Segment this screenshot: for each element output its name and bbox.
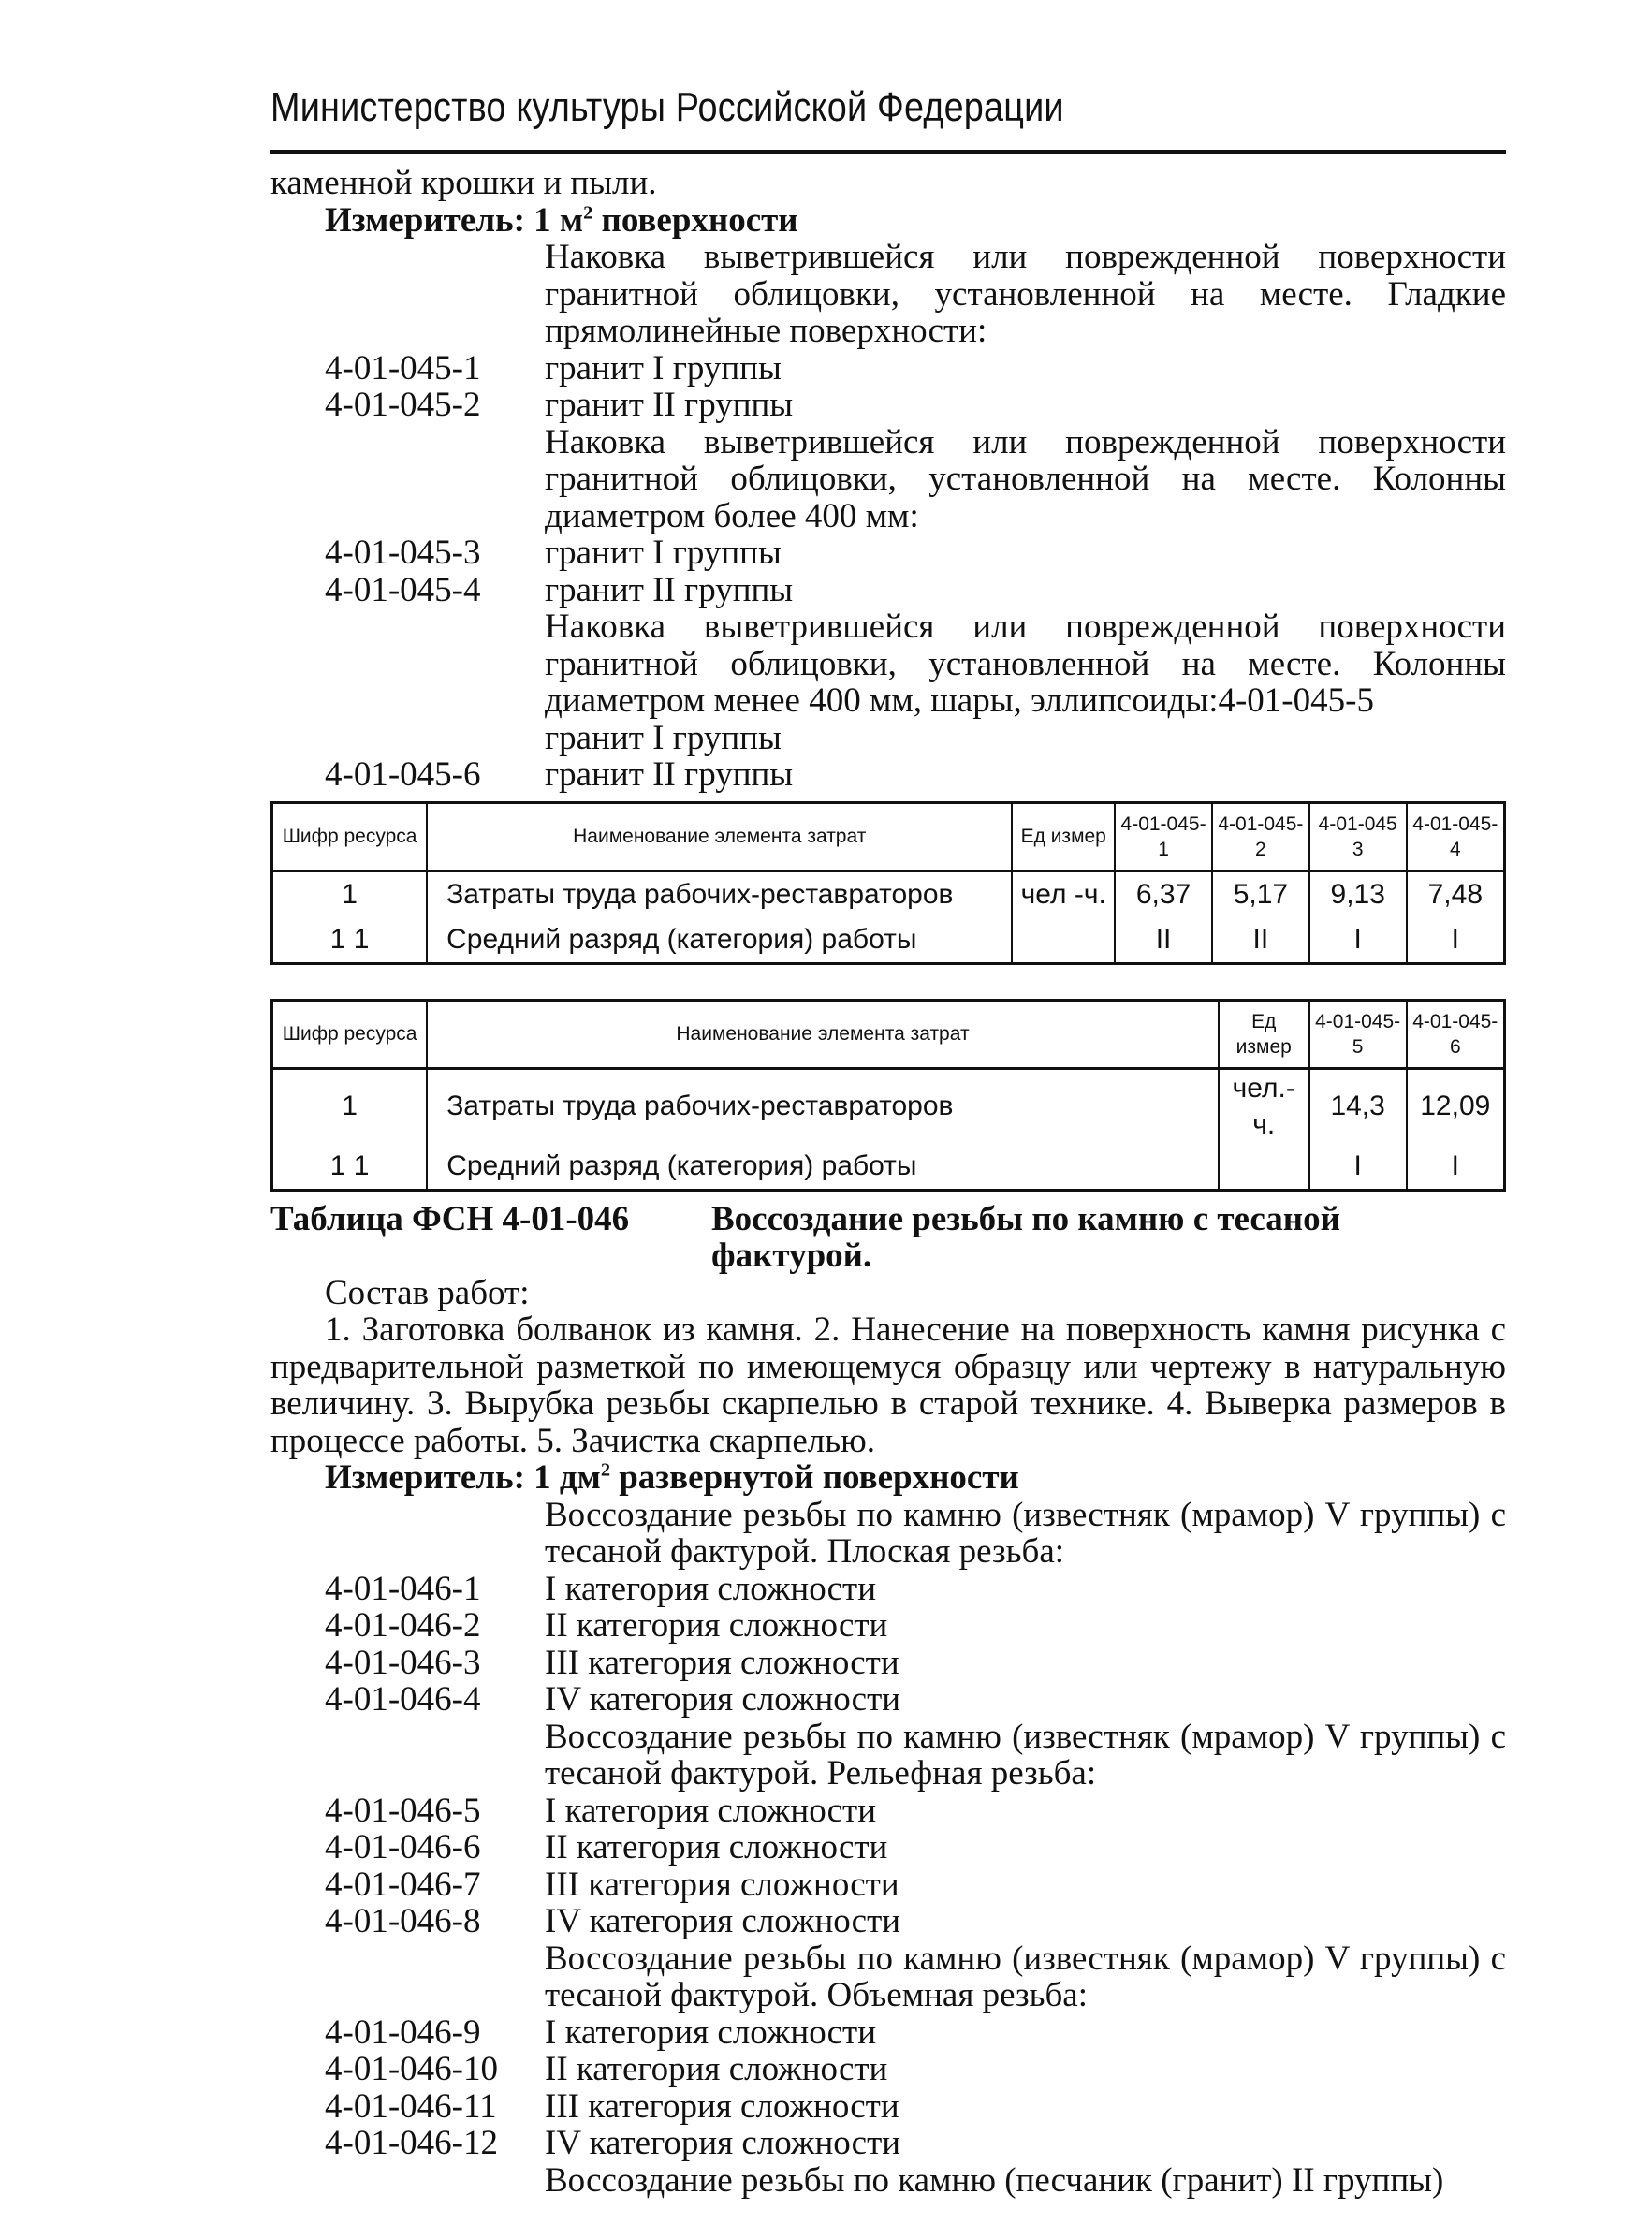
resource-table-2 <box>270 999 1506 1192</box>
resource-table-1 <box>270 801 1506 965</box>
norm-entry: 4-01-046-11 III категория сложности <box>325 2086 899 2126</box>
norm-entry: 4-01-046-1 I категория сложности <box>325 1569 877 1608</box>
table-cell: 5,17 <box>1212 871 1309 917</box>
group-title: Воссоздание резьбы по камню (известняк (мрамор) V группы) с тесаной фактурой. Объемная резьба: <box>545 1939 1506 2014</box>
table-cell: 1 <box>272 1068 428 1144</box>
table-cell: 7,48 <box>1407 871 1505 917</box>
table-cell: 1 1 <box>272 917 428 964</box>
table-cell: 12,09 <box>1407 1068 1505 1144</box>
table-cell: I <box>1407 1144 1505 1191</box>
table-cell: 1 <box>272 871 428 917</box>
table-cell <box>1012 917 1115 964</box>
table-cell: 1 1 <box>272 1144 428 1191</box>
norm-entry: 4-01-046-12 IV категория сложности <box>325 2124 901 2162</box>
table-cell: I <box>1309 1144 1407 1191</box>
table-name: Воссоздание резьбы по камню с тесаной фактурой. <box>711 1199 1340 1275</box>
col-header: Ед измер <box>1012 802 1115 871</box>
measure-unit-2: Измеритель: 1 $дм^2$ развернутой поверхности <box>325 1458 1019 1497</box>
table-cell: I <box>1309 917 1407 964</box>
table-cell: Средний разряд (категория) работы <box>427 917 1012 964</box>
header-rule <box>270 150 1506 154</box>
group-title: Наковка выветрившейся или поврежденной поверхности гранитной облицовки, установленной на месте. Колонны диаметром менее 400 мм, шары, эллипсоиды:4-01-045-5 <box>545 607 1506 720</box>
table-row <box>272 871 1505 917</box>
running-header: Министерство культуры Российской Федерации <box>270 84 1064 130</box>
table-cell: 6,37 <box>1115 871 1212 917</box>
col-header: Ед измер <box>1219 1000 1309 1068</box>
norm-entry: 4-01-046-6 II категория сложности <box>325 1828 888 1866</box>
work-heading: Состав работ: <box>325 1273 530 1312</box>
col-header: 4-01-045-5 <box>1309 1000 1407 1068</box>
group-title: Воссоздание резьбы по камню (известняк (мрамор) V группы) с тесаной фактурой. Плоская резьба: <box>545 1495 1506 1571</box>
group-title: Наковка выветрившейся или поврежденной поверхности гранитной облицовки, установленной на месте. Гладкие прямолинейные поверхности: <box>545 238 1506 350</box>
col-header: Шифр ресурса <box>272 802 428 871</box>
col-header: 4-01-045-4 <box>1407 802 1505 871</box>
work-description: 1. Заготовка болванок из камня. 2. Нанесение на поверхность камня рисунка с предварительной разметкой по имеющемуся образцу или чертежу в натуральную величину. 3. Вырубка резьбы скарпелью в старой технике. 4. Выверка размеров в процессе работы. 5. Зачистка скарпелью. <box>270 1310 1506 1460</box>
col-header: 4-01-045-6 <box>1407 1000 1505 1068</box>
table-cell: II <box>1115 917 1212 964</box>
group-title: Воссоздание резьбы по камню (известняк (мрамор) V группы) с тесаной фактурой. Рельефная резьба: <box>545 1717 1506 1793</box>
norm-entry: 4-01-046-5 I категория сложности <box>325 1791 877 1830</box>
norm-entry: 4-01-046-9 I категория сложности <box>325 2012 877 2052</box>
table-cell: I <box>1407 917 1505 964</box>
table-cell: II <box>1212 917 1309 964</box>
norm-entry: 4-01-045-1 гранит I группы <box>325 348 782 388</box>
norm-entry: 4-01-045-4 гранит II группы <box>325 570 794 609</box>
col-header: Наименование элемента затрат <box>427 802 1012 871</box>
group-title: Воссоздание резьбы по камню (песчаник (гранит) II группы) <box>545 2160 1444 2200</box>
table-cell: чел.-ч. <box>1219 1068 1309 1144</box>
table-number: Таблица ФСН 4-01-046 <box>270 1199 630 1238</box>
table-row <box>272 917 1505 964</box>
col-header: Наименование элемента затрат <box>427 1000 1219 1068</box>
page-content <box>270 165 1506 2199</box>
col-header: 4-01-045-1 <box>1115 802 1212 871</box>
col-header: 4-01-045-2 <box>1212 802 1309 871</box>
table-cell: Средний разряд (категория) работы <box>427 1144 1219 1191</box>
intro-line: каменной крошки и пыли. <box>270 164 657 202</box>
table-cell: 14,3 <box>1309 1068 1407 1144</box>
table-row <box>272 1068 1505 1144</box>
norm-entry: 4-01-046-10 II категория сложности <box>325 2050 888 2088</box>
table-cell: 9,13 <box>1309 871 1407 917</box>
norm-entry: 4-01-046-3 III категория сложности <box>325 1643 899 1682</box>
table-title <box>270 1201 1506 1275</box>
measure-unit-1: Измеритель: 1 $м^2$ поверхности <box>325 200 798 240</box>
norm-entry: 4-01-046-8 IV категория сложности <box>325 1902 901 1940</box>
table-cell: чел -ч. <box>1012 871 1115 917</box>
norm-entry: 4-01-045-6 гранит II группы <box>325 755 794 794</box>
col-header: 4-01-045 3 <box>1309 802 1407 871</box>
table-cell <box>1219 1144 1309 1191</box>
table-cell: Затраты труда рабочих-реставраторов <box>427 871 1012 917</box>
table-cell: Затраты труда рабочих-реставраторов <box>427 1068 1219 1144</box>
col-header: Шифр ресурса <box>272 1000 428 1068</box>
norm-entry: 4-01-046-4 IV категория сложности <box>325 1680 901 1719</box>
table-row <box>272 1144 1505 1191</box>
norm-entry: 4-01-046-7 III категория сложности <box>325 1865 899 1904</box>
norm-entry: 4-01-046-2 II категория сложности <box>325 1606 888 1645</box>
norm-entry: 4-01-045-2 гранит II группы <box>325 386 794 424</box>
norm-entry: 4-01-045-3 гранит I группы <box>325 534 782 572</box>
norm-entry: гранит I группы <box>545 718 782 757</box>
group-title: Наковка выветрившейся или поврежденной поверхности гранитной облицовки, установленной на месте. Колонны диаметром более 400 мм: <box>545 422 1506 535</box>
